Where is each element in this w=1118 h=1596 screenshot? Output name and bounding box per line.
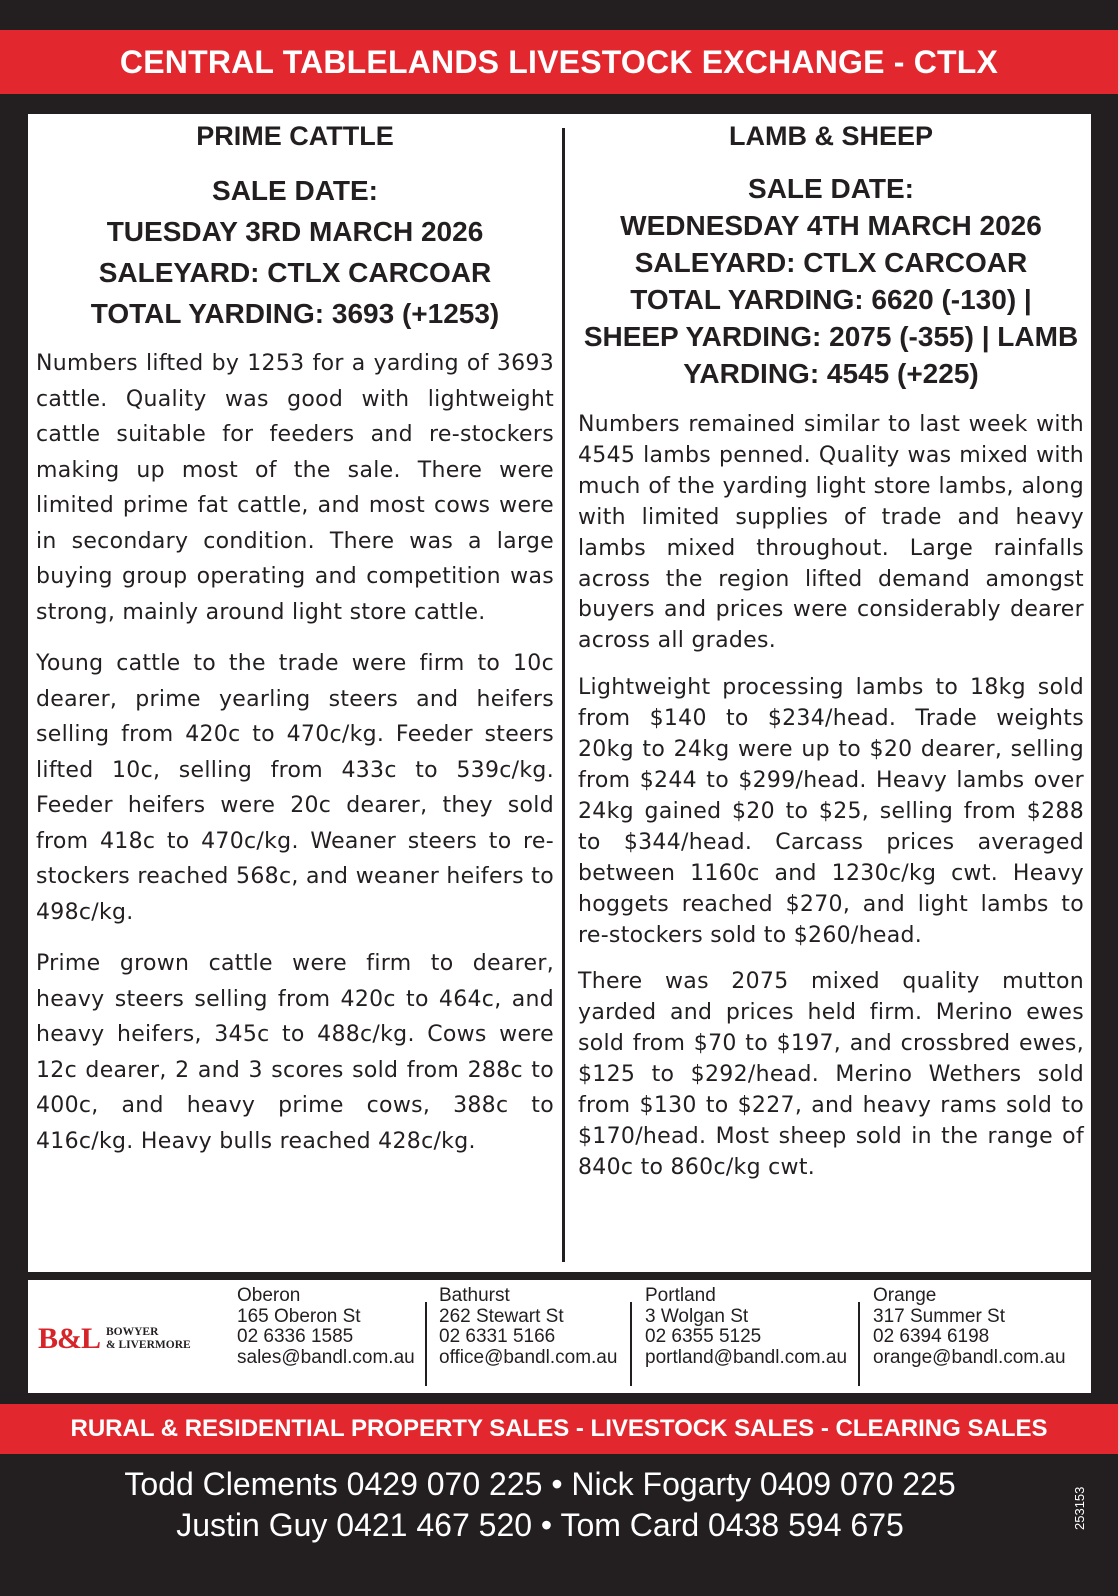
- top-band: [0, 0, 1118, 30]
- cattle-sale-date: TUESDAY 3RD MARCH 2026: [106, 216, 484, 247]
- sheep-paragraph-3: There was 2075 mixed quality mutton yarded and prices held firm. Merino ewes sold from $70 to $197, and crossbred ewes, $125 to $292/head. Merino Wethers sold from $130 to $227, and heavy rams sold to $170/head. Most sheep sold in the range of 840c to 860c/kg cwt.: [578, 969, 1084, 1180]
- logo-line-2: & LIVERMORE: [106, 1339, 191, 1351]
- office-divider: [630, 1302, 632, 1386]
- agency-contacts: [28, 1280, 1091, 1393]
- cattle-paragraph-1: Numbers lifted by 1253 for a yarding of 3693 cattle. Quality was good with lightweight cattle suitable for feeders and re-stockers making up most of the sale. There were limited prime fat cattle, and most cows were in secondary condition. There was a large buying group operating and competition was strong, mainly around light store cattle.: [36, 351, 554, 625]
- cattle-sale-date-label: SALE DATE:: [212, 175, 378, 206]
- logo-line-1: BOWYER: [106, 1326, 159, 1338]
- services-tagline: RURAL & RESIDENTIAL PROPERTY SALES - LIVESTOCK SALES - CLEARING SALES: [0, 1404, 1118, 1454]
- office-town: Orange: [873, 1285, 937, 1306]
- cattle-total-yarding: TOTAL YARDING: 3693 (+1253): [90, 298, 500, 329]
- logo-text: [106, 1326, 191, 1352]
- agency-logo: [38, 1322, 191, 1356]
- sheep-section-title: LAMB & SHEEP: [728, 121, 934, 151]
- agent-contacts: [0, 1464, 1080, 1546]
- sheep-sale-date: WEDNESDAY 4TH MARCH 2026: [620, 210, 1042, 241]
- sheep-yarding-line: YARDING: 4545 (+225): [683, 358, 979, 389]
- agents-line-1: Todd Clements 0429 070 225 • Nick Fogarty 0409 070 225: [124, 1466, 956, 1502]
- sheep-sale-info: [578, 170, 1084, 392]
- sheep-paragraph-2: Lightweight processing lambs to 18kg sold from $140 to $234/head. Trade weights 20kg to 24kg were up to $20 dearer, selling from $244 to $299/head. Heavy lambs over 24kg gained $20 to $25, selling from $288 to $344/head. Carcass prices averaged between 1160c and 1230c/kg cwt. Heavy hoggets reached $270, and light lambs to re-stockers sold to $260/head.: [578, 675, 1084, 948]
- office-divider: [858, 1302, 860, 1386]
- office-phone[interactable]: 02 6331 5166: [439, 1326, 556, 1347]
- office-phone[interactable]: 02 6336 1585: [237, 1326, 354, 1347]
- office-email[interactable]: orange@bandl.com.au: [873, 1346, 1066, 1368]
- cattle-saleyard: SALEYARD: CTLX CARCOAR: [98, 257, 492, 288]
- cattle-sale-info: [36, 170, 554, 334]
- office-orange: [873, 1286, 1066, 1368]
- office-address: 165 Oberon St: [237, 1305, 361, 1327]
- office-portland: [645, 1286, 847, 1368]
- sheep-sale-date-label: SALE DATE:: [748, 173, 914, 204]
- page-title: CENTRAL TABLELANDS LIVESTOCK EXCHANGE - CTLX: [0, 30, 1118, 94]
- ad-code: 253153: [1072, 1486, 1087, 1530]
- office-email[interactable]: portland@bandl.com.au: [645, 1346, 848, 1368]
- office-phone[interactable]: 02 6394 6198: [873, 1326, 990, 1347]
- sheep-saleyard: SALEYARD: CTLX CARCOAR: [634, 247, 1028, 278]
- sheep-column: [578, 114, 1084, 1184]
- cattle-paragraph-3: Prime grown cattle were firm to dearer, heavy steers selling from 420c to 464c, and heavy heifers, 345c to 488c/kg. Cows were 12c dearer, 2 and 3 scores sold from 288c to 400c, and heavy prime cows, 388c to 416c/kg. Heavy bulls reached 428c/kg.: [36, 951, 554, 1154]
- agents-line-2: Justin Guy 0421 467 520 • Tom Card 0438 594 675: [176, 1507, 904, 1543]
- office-email[interactable]: office@bandl.com.au: [439, 1346, 618, 1368]
- cattle-paragraph-2: Young cattle to the trade were firm to 10c dearer, prime yearling steers and heifers selling from 420c to 470c/kg. Feeder steers lifted 10c, selling from 433c to 539c/kg. Feeder heifers were 20c dearer, they sold from 418c to 470c/kg. Weaner steers to re-stockers reached 568c, and weaner heifers to 498c/kg.: [36, 651, 554, 925]
- report-content: [28, 114, 1091, 1272]
- office-phone[interactable]: 02 6355 5125: [645, 1326, 762, 1347]
- sheep-paragraph-1: Numbers remained similar to last week with 4545 lambs penned. Quality was mixed with much of the yarding light store lambs, along with limited supplies of trade and heavy lambs mixed throughout. Large rainfalls across the region lifted demand amongst buyers and prices were considerably dearer across all grades.: [578, 412, 1084, 654]
- office-town: Oberon: [237, 1285, 301, 1306]
- office-email[interactable]: sales@bandl.com.au: [237, 1346, 415, 1368]
- office-bathurst: [439, 1286, 617, 1368]
- office-address: 3 Wolgan St: [645, 1305, 749, 1327]
- office-divider: [425, 1302, 427, 1386]
- office-town: Portland: [645, 1285, 716, 1306]
- office-town: Bathurst: [439, 1285, 510, 1306]
- office-address: 317 Summer St: [873, 1305, 1005, 1327]
- cattle-column: [36, 114, 554, 1159]
- sheep-yarding-line: SHEEP YARDING: 2075 (-355) | LAMB: [583, 321, 1079, 352]
- office-oberon: [237, 1286, 415, 1368]
- logo-mark: B&L: [38, 1322, 101, 1355]
- office-address: 262 Stewart St: [439, 1305, 564, 1327]
- column-divider: [562, 128, 565, 1262]
- sheep-yarding-line: TOTAL YARDING: 6620 (-130) |: [630, 284, 1032, 315]
- cattle-section-title: PRIME CATTLE: [196, 121, 394, 151]
